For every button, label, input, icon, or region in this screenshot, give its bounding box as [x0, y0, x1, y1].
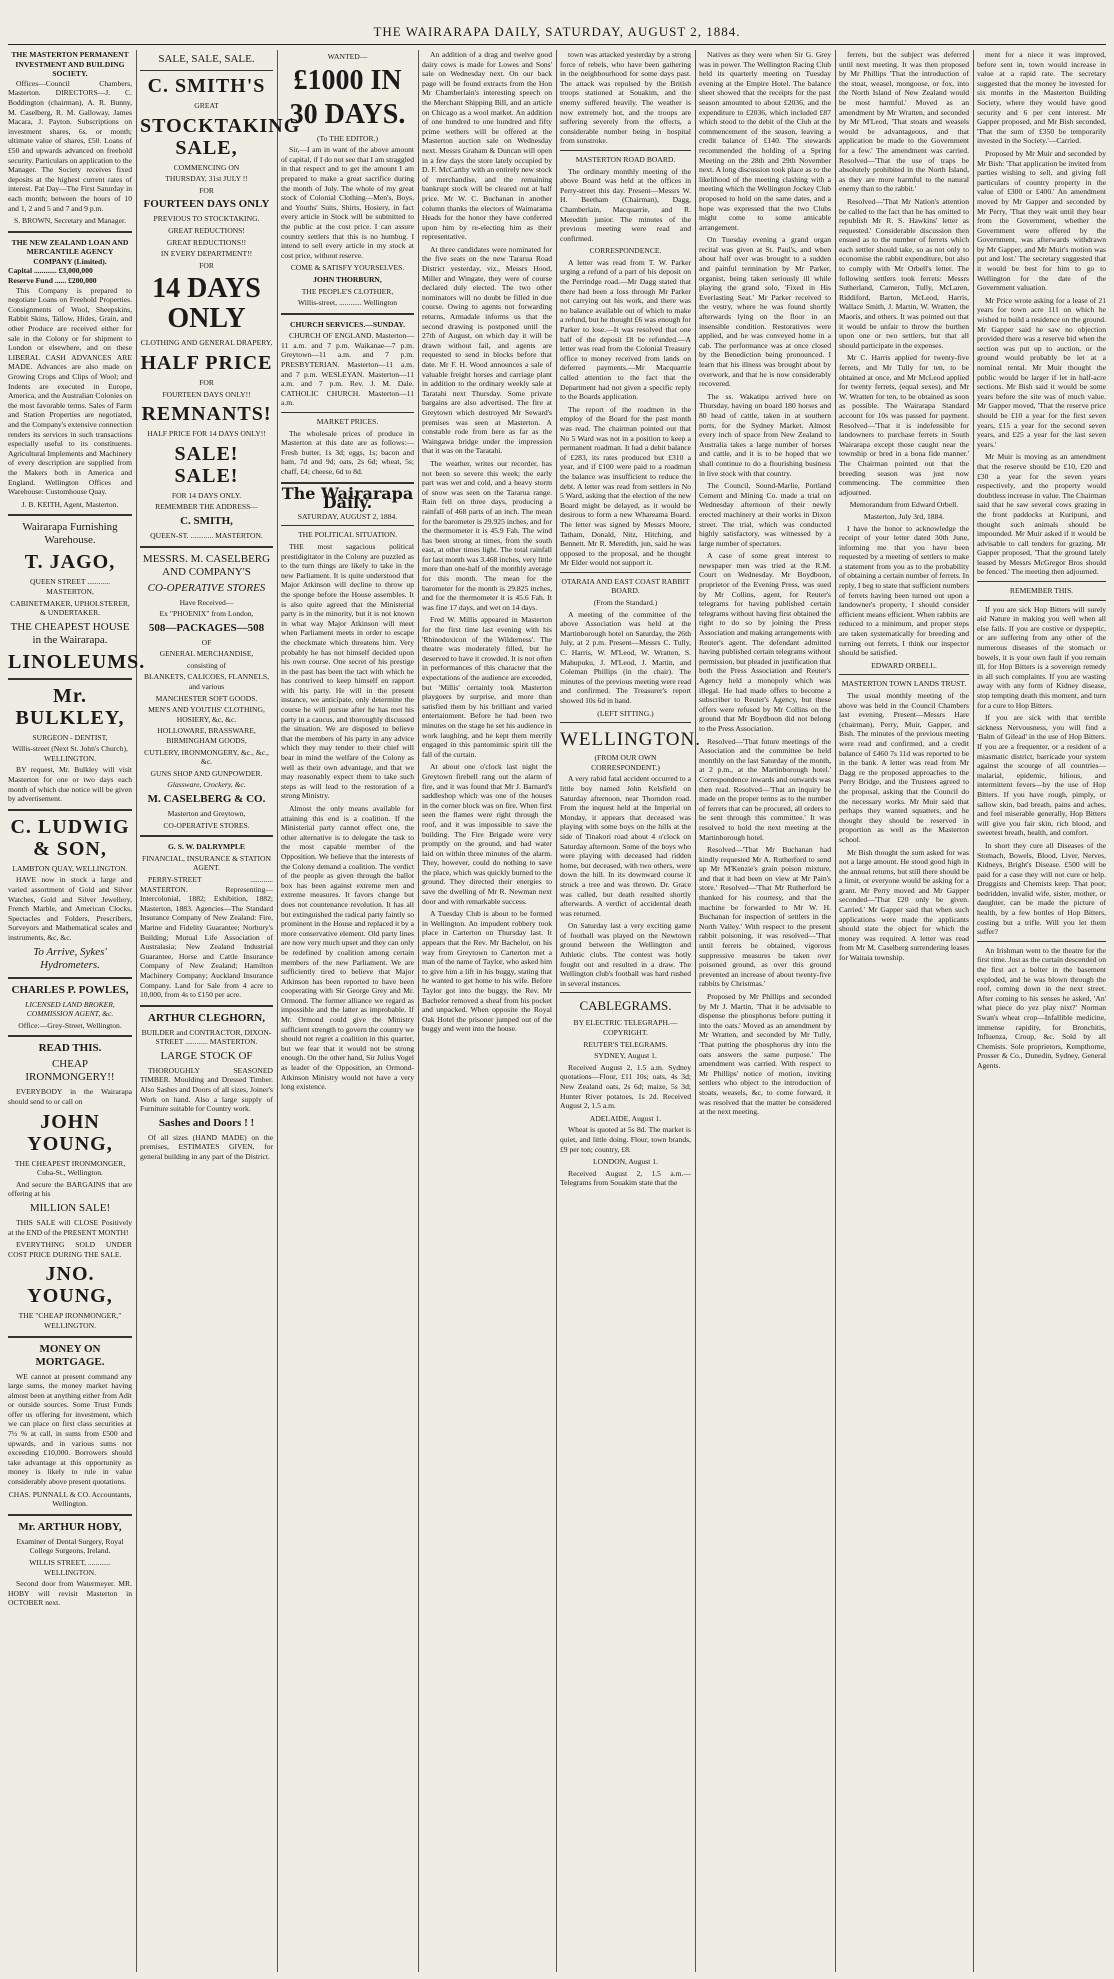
ad-name: JNO. YOUNG, [27, 1263, 113, 1308]
caselberg-line: CUTLERY, IRONMONGERY, &c., &c., &c. [144, 747, 269, 767]
ad-body: BY request, Mr. Bulkley will visit Masterton for one or two days each month of which due notice will be given by advertisement. [8, 765, 132, 804]
signature: EDWARD ORBELL. [871, 660, 937, 670]
sale-line: IN EVERY DEPARTMENT!! [160, 249, 253, 259]
section-source: REUTER'S TELEGRAMS. [583, 1039, 668, 1049]
divider [977, 581, 1106, 582]
column-rule [973, 50, 974, 1972]
ad-body: And secure the BARGAINS that are offering at his [8, 1179, 132, 1199]
ad-signature: CHAS. PUNNALL & CO. Accountants, Wellington. [8, 1489, 132, 1509]
letter-signature: JOHN THORBURN, [313, 274, 382, 284]
divider [8, 1336, 132, 1338]
caselberg-name: M. CASELBERG & CO. [147, 793, 266, 805]
divider [8, 809, 132, 811]
ad-line: THE CHEAPEST HOUSE in the Wairarapa. [10, 620, 130, 646]
market-body: The wholesale prices of produce in Masterton at this date are as follows:—Fresh butter, 1s 3d; eggs, 1s; bacon and ham, 7d and 9d; oats, 2s 6d; wheat, 5s; chaff, £4; cheese, 6d to 8d. [281, 428, 414, 476]
section-subheading: CORRESPONDENCE. [589, 246, 662, 256]
article-heading: THE POLITICAL SITUATION. [297, 530, 398, 540]
divider [8, 231, 132, 233]
ad-address: LAMBTON QUAY, WELLINGTON. [12, 863, 128, 873]
divider [281, 525, 414, 526]
column-rule [835, 50, 836, 1972]
section-heading: MASTERTON ROAD BOARD. [575, 154, 676, 164]
news-item: Resolved—'That future meetings of the Association and the committee be held monthly on the last Saturday of the month, at 2 p.m., at the Martinborough hotel.' Correspondence inwards and outwards was then read. Resolved—'That an inquiry be made on the proper terms as to the number of ferrets that can be procured, all orders to be sent through this committee.' It was resolved to hold the next meeting at the Martinborough hotel. [699, 736, 831, 842]
wanted-days: 30 DAYS. [289, 98, 406, 130]
masthead-title: THE WAIRARAPA DAILY, SATURDAY, AUGUST 2, 1884. [373, 24, 741, 39]
ad-name: C. LUDWIG & SON, [10, 815, 130, 860]
sale-name: C. SMITH'S [147, 75, 266, 97]
sale-stocktaking: STOCKTAKING SALE, [140, 114, 301, 159]
ad-body: EVERYTHING SOLD UNDER COST PRICE DURING THE SALE. [8, 1240, 132, 1259]
caselberg-stores: CO-OPERATIVE STORES. [163, 820, 250, 830]
cleghorn-body: Of all sizes (HAND MADE) on the premises, ESTIMATES GIVEN, for general building in any part of the District. [140, 1132, 273, 1162]
cleghorn-name: ARTHUR CLEGHORN, [148, 1011, 265, 1024]
news-item: A meeting of the committee of the above Association was held at the Martinborough hotel on Saturday, the 26th July, at 2 p.m. Present—Messrs C. Tully, C. Harris, W. M'Leod, W. Wratten, S. Mahupuku, J. M'Leod, J. Martin, and Coleman Phillips (in the chair). The minutes of the previous meeting were read and confirmed. The Treasurer's report showed 10s 6d in hand. [560, 609, 691, 705]
ad-address: Willis-street (Next St. John's Church), WELLINGTON. [12, 744, 128, 763]
masthead-rule [8, 44, 1106, 45]
news-item: Resolved—'That Mr Buchanan had kindly requested Mr A. Rutherford to send up Mr M'Kenzie's grain poison mixture, and that it had been on view at Mr Pain's store.' Resolved—'That Mr Rutherford be thanked for his courtesy, and that the machine be forwarded to Mr W. H. Buchanan for inspection of settlers in the North Valley.' With respect to the present rabbit poisoning, it was resolved—'That until ferrets be obtained, vigorous suppressive measures be taken over poisoned ground, as over this ground prevented an increase of about twenty-five rabbits by Christmas.' [699, 845, 831, 989]
cleghorn-large: LARGE STOCK OF [160, 1049, 253, 1062]
news-item: Proposed by Mr Phillips and seconded by Mr J. Martin, 'That it be advisable to dispense the phosphorus before putting it into the oats.' Moved as an amendment by Mr Wratten, and seconded by Mr Tully, 'That putting the phosphorus dry into the oats answers the same purpose.' The amendment was carried. With respect to Mr Phillips' notice of motion, inviting settlers who object to the introduction of stoats, weasels, &c, to come forward, it was resolved that the matter be considered at the next meeting. [699, 992, 831, 1117]
divider [8, 514, 132, 516]
news-item: If you are sick Hop Bitters will surely aid Nature in making you well when all else fails. If you are costive or dyspeptic, or are suffering from any other of the numerous diseases of the stomach or bowels, it is your own fault if you remain ill, for Hop Bitters is a sovereign remedy in all such complaints. If you are wasting away with any form of Kidney disease, stop tempting death this moment, and turn for a cure to Hop Bitters. [977, 604, 1106, 710]
cleghorn-trade: BUILDER and CONTRACTOR, DIXON-STREET ............ MASTERTON. [141, 1027, 272, 1047]
letter-line: COME & SATISFY YOURSELVES. [290, 263, 405, 273]
news-item: Received August 2, 1.5 a.m. Sydney quotations—Flour, £11 10s; oats, 4s 3d; New Zealand oats, 2s 6d; maize, 5s 3d; Hunter River potatoes, 1s 2d. Received August 2, 1.5 a.m. [560, 1062, 691, 1111]
divider [560, 150, 691, 151]
column-6 [699, 50, 831, 1972]
paper-date: SATURDAY, AUGUST 2, 1884. [297, 511, 398, 521]
ad-body: HAVE now in stock a large and varied assortment of Gold and Silver Watches, Gold and Silver Jewellery, French Marble, and American Clocks, Spectacles and Folders, Prescribers, Surveyors and Mathematical scales and instruments, &c, &c. [8, 875, 132, 942]
sale-line: CLOTHING AND GENERAL DRAPERY, [140, 338, 273, 348]
divider [8, 678, 132, 680]
caselberg-coop: CO-OPERATIVE STORES [147, 581, 266, 594]
ad-subheading: CHEAP IRONMONGERY!! [25, 1058, 115, 1084]
news-item: The weather, writes our recorder, has not been so severe this week; the early part was wet and cold, and a heavy storm of snow was seen on the Tararua range. Rain fell on three days, producing a rainfall of 468 parts of an inch. The mean for the barometer is 29.925 inches, and for the thermometer it is 45.9 Fah. The wind has been strong at times, from the south east, at other times light. The total rainfall for last month was 3.468 inches, very little more than one-half of the monthly average for this month. The mean for the barometer for the month is 29.825 inches, and for the thermometer it is 45.6 Fah. It was fine 17 days, and wet on 14 days. [422, 458, 552, 612]
divider [560, 722, 691, 723]
wanted-amount: £1000 IN [293, 64, 402, 96]
column-2 [140, 50, 301, 1972]
divider [281, 313, 414, 315]
column-5 [560, 50, 701, 1972]
paper-title: The Wairarapa Daily. [281, 483, 414, 513]
ad-heading: MONEY ON MORTGAGE. [35, 1342, 105, 1368]
wanted-label: WANTED— [327, 52, 368, 61]
caselberg-line: HOLLOWARE, BRASSWARE, BIRMINGHAM GOODS, [157, 726, 256, 746]
news-item: ment for a niece it was improved, before sent in, town would increase in value at a rapid rate. The secretary suggested that the money be invested for six months in the Masterton Building Society, where they would have good security and 6 per cent interest. Mr Gapper proposed, and Mr Bish seconded, 'That the sum of £350 be temporarily invested in the Society.'—Carried. [977, 50, 1106, 146]
ad-address: QUEEN STREET ............ MASTERTON, [29, 577, 110, 596]
news-item: A letter was read from T. W. Parker urging a refund of a part of his deposit on the Perrindge road.—Mr Dagg stated that there had been a loss through Mr Parker not carrying out his work, and there was no balance available out of which to make a refund, but he thought £6 was enough for Parker to lose.—It was resolved that one half of the deposit £8 be refunded.—A letter was read from the Colonial Treasury office to money received from lands on deferred payments.—Mr Macquarrie called attention to the fact that the Department had not given a specific reply to the Boards application. [560, 257, 691, 402]
cleghorn-sashes: Sashes and Doors ! ! [158, 1116, 255, 1129]
ad-name: T. JAGO, [24, 551, 116, 574]
news-item: An Irishman went to the theatre for the first time. Just as the curtain descended on the first act a bolter in the basement exploded, and he was blown through the roof, coming down in the next street. After coming to his senses he asked, 'An' what piece do yez play nixt?' Norman Swan's wheat crop—Infallible medicine, immense rapidity, for Bronchitis, Influenza, Croup, &c. Sold by all Chemists. Sole proprietors, Kempthorne, Prosser & Co., Dunedin, Sydney, General Agents. [977, 945, 1106, 1070]
dateline: LONDON, August 1. [593, 1157, 658, 1167]
ad-trade: Examiner of Dental Surgery, Royal College Surgeons, Ireland. [16, 1536, 124, 1556]
caselberg-line: GUNS SHOP AND GUNPOWDER. [150, 768, 263, 778]
sale-line: PREVIOUS TO STOCKTAKING. [153, 214, 260, 224]
section-source: (FROM OUR OWN CORRESPONDENT.) [591, 753, 660, 772]
news-item: If you are sick with that terrible sickness Nervousness, you will find a 'Balm of Gilead' in the use of Hop Bitters. If you are a frequenter, or a resident of a miasmatic district, barricade your system against the scourge of all countries—malarial, epidemic, bilious, and intermittent fevers—by the use of Hop Bitters. If you have rough, pimply, or sallow skin, bad breath, pains and aches, and feel miserable generally, Hop Bitters will give you fair skin, rich blood, and sweetest breath, health, and comfort. [977, 713, 1106, 838]
dateline: Masterton, July 3rd, 1884. [863, 511, 945, 521]
news-item: On Tuesday evening a grand organ recital was given at St. Paul's, and when about half over was brought to a sudden and painful termination by Mr Parker, organist, being taken seriously ill while playing the grand solo, 'Fixed in His Everlasting Seat.' Mr Parker received to the vestry, where he was found shortly afterwards lying on the floor in an insensible condition. Restoratives were applied, and he was conveyed home in a cab. The performance was at once closed by the Benediction being pronounced. I learn that his illness was brought about by overwork, and that he is now considerably recovered. [699, 235, 831, 389]
ad-heading: READ THIS. [38, 1042, 102, 1055]
ad-address: WILLIS STREET, ............ WELLINGTON. [29, 1558, 111, 1577]
caselberg-line: Ex "PHOENIX" from London, [159, 609, 254, 619]
ad-name: Mr. ARTHUR HOBY, [18, 1520, 122, 1533]
ad-trade: CABINETMAKER, UPHOLSTERER, & UNDERTAKER. [10, 598, 130, 618]
section-heading: MASTERTON TOWN LANDS TRUST. [841, 679, 967, 689]
ad-body: EVERYBODY in the Wairarapa should send to or call on [8, 1087, 132, 1106]
ad-linoleums: LINOLEUMS. [8, 650, 146, 673]
cleghorn-body: THOROUGHLY SEASONED TIMBER. Moulding and Dressed Timber. Also Sashes and Doors of all sizes, Joiner's Work on hand. Also a large supply of Furniture suitable for Country work. [140, 1065, 273, 1114]
letter-shop: THE PEOPLE'S CLOTHIER, [301, 286, 394, 296]
news-item: Mr Bish thought the sum asked for was not a large amount. He stood good high in the annual returns, but still there should be a limit, or everyone would be asking for a grant. Mr Perry moved and Mr Gapper seconded—'That £20 only be given. Carried.' Mr Gapper said that when such applications were made the applicants should state the object for which the money was required. A letter was read from Mr M. Caselberg surrendering leases for Waitaia township. [839, 847, 969, 963]
news-item: I have the honor to acknowledge the receipt of your letter dated 30th June, informing me that you have been requested by a meeting of settlers to make a statement from you as to the probability of obtaining a certain number of ferrets. In reply, I beg to state that sufficient numbers of ferrets having been turned out upon a landowner's property, I should consider efficient means efficient. When rabbits are reduced to a minimum, and proper steps are taken systematically for breeding and turning out ferrets, I think our inspector should be satisfied. [839, 523, 969, 658]
news-item: Mr Price wrote asking for a lease of 21 years for town acre 111 on which he wished to build a residence on the ground. Mr Gapper said he saw no objection provided there was a reserve bid when the section was put up to auction, or the ground would probably be let at a nominal rental. Mr Muir thought the public would be larger if let in half-acre sections. Mr Bish said it would be some years before the site was of much value. Mr Gapper moved, 'That the reserve price should be £10 a year for the first seven years, £15 a year for the second seven years, and £25 a year for the last seven years.' [977, 295, 1106, 449]
divider [560, 572, 691, 573]
news-item: An addition of a drag and twelve good dairy cows is made for Lowes and Sons' sale on Wednesday next. On our back page will be found extracts from the Hon Mr Chamberlain's interesting speech on the Merchant Shipping Bill, and an article on Chicago as a wool market. An addition of one hundred to one hundred and fifty prime wethers will be offered at the Masterton auction sale on Wednesday next. Messrs Graham & Duncan will open in a few days the store lately occupied by D. F. McCarthy with an entirely new stock of merchandise, and the remaining bankrupt stock will be cleared out at half price. Mr W. C. Buchanan in another column thanks the electors of Waimarama Heads for the honor they have conferred upon him by re-electing him as their representative. [422, 50, 552, 242]
news-item: A very rabid fatal accident occurred to a little boy named John Kelsfield on Saturday afternoon, near Thorndon road. From the inquest held at the Imperial on Monday, it appears that deceased was playing with some boys on the hills at the side of Tinakori road about 4 o'clock on Saturday afternoon. Some of the boys who were playing with deceased had ridden home, but deceased, with two others, were down the hill. In its downward course it struck a tree and was thrown. Dr. Grace was called, but death resulted shortly afterwards. A verdict of accidental death was returned. [560, 774, 691, 918]
column-rule [556, 50, 557, 1972]
caselberg-line: Have Received— [179, 597, 234, 607]
ad-body: Offices—Council Chambers, Masterton. DIRECTORS—J. C. Boddington (chairman), A. R. Bunny, M. Caselberg, R. M. Galloway, James Macara, J. Payton. Subscriptions on investment shares, 6s. or month; ultimate value of shares, £50. Loans of £50 and upwards advanced on freehold security. Particulars on application to the Manager. The Society receives fixed deposits at the highest current rates of interest. Pat Day—The First Saturday in each month; between the hours of 10 and 1, 2 and 5 and 7 and 9 p.m. [8, 78, 132, 213]
news-item: Natives as they were when Sir G. Grey was in power. The Wellington Racing Club held its quarterly meeting on Tuesday evening at the Empire Hotel. The balance sheet showed that the receipts for the past season amounted to about £2036, and the expenditure to £2036, which included £87 which stood to the debit of the Club at the commencement of the season, leaving a credit balance of £140. The stewards recommended the holding of a Spring Meeting on the 28th and 29th November next. A long discussion took place as to the likelihood of the meeting clashing with a meeting which the Wellington Jockey Club proposed to hold on the same dates, and a hope was expressed that the two Clubs might come to some amicable arrangement. [699, 50, 831, 232]
ad-line: THE CHEAPEST IRONMONGER, Cuba-St., Wellington. [14, 1158, 126, 1178]
news-item: Proposed by Mr Muir and seconded by Mr Bish: 'That application be invited from parties wishing to sell, and giving full particulars of country property in the value of £300 or £400.' An amendment moved by Mr Gapper and seconded by Mr Perry, 'That they wait until they hear from the Government, whether the Government were offered by the Government, was afterwards withdrawn by Mr Gapper, and Mr Muir's motion was put and lost.' The secretary suggested that it would be best for him to go to Wellington for the date of the Government valuation. [977, 148, 1106, 293]
column-rule [136, 50, 137, 1972]
caselberg-line: MANCHESTER SOFT GOODS. [155, 693, 258, 703]
column-rule [277, 50, 278, 1972]
divider [140, 1005, 273, 1007]
news-item: Mr C. Harris applied for twenty-five ferrets, and Mr Tully for ten, to be obtained at once, and Mr McLeod applied for twenty ferrets, (equal sexes), and Mr W. Wratten for ten, to be obtained as soon as possible. The Wairarapa Standard account for 10s was passed for payment. Resolved—'That it is indefensible for landowners to purchase ferrets in South Wairarapa except those caught near the township or bred in a bona fide manner.' The Chairman pointed out that the breeding season was just now commencing. The committee then adjourned. [839, 353, 969, 497]
ad-heading: THE NEW ZEALAND LOAN AND MERCANTILE AGENCY COMPANY (Limited). [11, 237, 129, 266]
sale-line: GREAT REDUCTIONS!! [166, 237, 247, 247]
dalrymple-trade: FINANCIAL, INSURANCE & STATION AGENT. [142, 853, 271, 873]
divider [140, 835, 273, 837]
section-heading-wellington: WELLINGTON. [560, 729, 701, 751]
ad-body: WE cannot at present command any large sums, the money market having almost been at anything either from Adit or outside sources. Some Trust Funds offer us offering for investment, which we can place on first class securities at 7½ % at call, in sums from £500 and upwards, and in various sums not exceeding £10,000. Borrowers should take advantage at this opportunity as money is likely to rule in value considerably above present quotations. [8, 1371, 132, 1487]
section-heading: OTARAIA AND EAST COAST RABBIT BOARD. [561, 576, 690, 596]
column-1 [8, 50, 146, 1972]
column-rule [418, 50, 419, 1972]
sale-line: FOR [199, 185, 214, 195]
ad-name: Mr. BULKLEY, [15, 684, 125, 729]
news-item: On Saturday last a very exciting game of football was played on the Newtown ground between the Wellington and Athletic clubs. The contest was hotly fought out and resulted in a draw. The Wellington club's football was hard rushed in several instances. [560, 921, 691, 988]
news-item: Resolved—'That Mr Nation's attention be called to the fact that he has omitted to republish Mr R. S. Hawkins' letter as requested.' Considerable discussion then ensued as to the number of ferrets which each settler should take, so as not only to economise the rabbit expenditure, but also to comply with Mr Orbell's letter. The following settlers took ferrets: Messrs Sutherland, Cameron, Tully, McLaren, Riddiford, Barton, McLeod, Harris, Wallace Smith, J. Martin, W. Wratten, the Maoris, and others. It was pointed out that it would be unfair to throw the burthen upon one or two settlers, but that all should participate in the expenses. [839, 196, 969, 350]
news-item: The ss. Wakatipu arrived here on Thursday, having on board 180 horses and 80 head of cattle, taken in at southern ports, for the Sydney Market. Almost every inch of space from New Zealand to Australia takes a large number of horses and cattle, and it is to be hoped that we shall continue to do a flourishing business in live stock with that country. [699, 391, 831, 478]
sale-sale: SALE! SALE! [174, 442, 239, 487]
sale-line: GREAT REDUCTIONS! [168, 225, 245, 235]
ad-reserve: Reserve Fund ...... £200,000 [8, 276, 97, 286]
caselberg-address: Masterton and Greytown, [167, 809, 246, 818]
sale-name: C. SMITH, [180, 514, 233, 527]
news-item: Received August 2, 1.5 a.m.—Telegrams from Souakim state that the [560, 1168, 691, 1188]
market-heading: MARKET PRICES. [316, 417, 379, 427]
divider [281, 412, 414, 413]
ad-capital: Capital ............ £3,000,000 [8, 266, 93, 276]
news-item: Wheat is quoted at 5s 8d. The market is quiet, and little doing. Flour, town brands, £9 per ton; country, £8. [560, 1125, 691, 1154]
section-heading-cablegrams: CABLEGRAMS. [579, 998, 672, 1014]
caselberg-line: MEN'S AND YOUTHS' CLOTHING, HOSIERY, &c, &c. [148, 705, 265, 724]
ad-line: THE "CHEAP IRONMONGER," WELLINGTON. [18, 1311, 122, 1330]
ad-trade: LICENSED LAND BROKER, COMMISSION AGENT, &c. [25, 999, 115, 1019]
news-item: A case of some great interest to newspaper men was tried at the R.M. Court on Wednesday. Mr Boydboon, proprietor of the Evening Press, was sued by Mr Collins, agent, for Reuter's telegrams for having published certain telegrams without having first obtained the right to do so by joining the Press Association and making arrangements with Reuter's agent. The defendant admitted having published certain telegrams without permission, but pleaded in justification that both the Press Association and Reuter's Agency held a monopoly which was illegal. He had made offers to become a subscriber to Reuter's Agency, but these offers were refused by Mr Collins on the ground that Mr Boydboon did not belong to the Press Association. [699, 551, 831, 733]
sale-heading: SALE, SALE, SALE. [158, 53, 255, 65]
sale-line: GREAT [194, 101, 219, 110]
divider [977, 941, 1106, 942]
divider [977, 600, 1106, 601]
news-item: ferrets, but the subject was deferred until next meeting. It was then proposed by Mr Phillips 'That the introduction of the stoat, weasel, mongoose, or fox, into the North Island of New Zealand would be most harmful.' Moved as an amendment by Mr Wratten, and seconded by Mr M'Leod, 'That stoats and weasels would be advantageous, and that application be made to the Government for a few.' The amendment was carried. Resolved—'That the use of traps be absolutely prohibited in the North Island, as they are more harmful to the natural enemy than to the rabbit.' [839, 50, 969, 194]
divider [140, 70, 273, 71]
ad-signature: S. BROWN, Secretary and Manager. [14, 216, 126, 226]
divider [560, 992, 691, 993]
sale-line: FOR 14 DAYS ONLY. [171, 490, 242, 500]
ad-line: To Arrive, Sykes' Hydrometers. [33, 945, 107, 971]
news-item: Mr Muir is moving as an amendment that the reserve should be £10, £20 and £30 a year for the seven years respectively, and the property would doubtless increase in value. The Chairman said that he saw several cows grazing in the front paddocks at Kuripuni, and thought such animals should be impounded. Mr Muir asked if it would be advisable to call tenders for grazing. Mr Gapper proposed, 'That the ground lately leased by Messrs McGregor Bros should be fenced.' The meeting then adjourned. [977, 452, 1106, 577]
dateline: SYDNEY, August 1. [594, 1051, 657, 1061]
dalrymple-body: PERRY-STREET ............ MASTERTON. Representing—Intercolonial, 1882; Exhibition, 1882; Masterton, 1883. Agencies—The Standard Insurance Company of New Zealand: Fire, Marine and Fidelity Guarantee; Norbury's Building; Mutual Life Association of Australasia; New Zealand Industrial Guarantee, Horse and Cattle Insurance Company of New Zealand; Hamilton Machinery Company; Auckland Insurance Company. Land for Sale from 4 acre to 10,000, from 4s to £150 per acre. [140, 874, 273, 1000]
column-7 [839, 50, 969, 1972]
news-item: The Council, Sound-Marlie, Portland Cement and Mining Co. made a trial on Wednesday afternoon of their newly erected machinery at their works in Dixon street. The trial, which was conducted highly satisfactory, was witnessed by a large number of spectators. [699, 481, 831, 548]
divider [140, 546, 273, 548]
caselberg-packages: 508—PACKAGES—508 [148, 621, 265, 634]
dalrymple-name: G. S. W. DALRYMPLE [168, 842, 245, 852]
sale-14-days: 14 DAYS ONLY [152, 273, 261, 335]
sale-line: COMMENCING ON [173, 162, 240, 172]
news-item: A Tuesday Club is about to be formed in Wellington. An impudent robbery took place in Carterton on Thursday last. It appears that the Rev. Mr Bachelor, on his way from Greytown to Carterton met a man of the name of Taylor, who asked him to give him a lift in his buggy, stating that he wanted to get home to his wife. Before Taylor got into the buggy, the Rev. Mr Bachelor removed a sheaf from his pocket and unpacked. When opposite the Royal Oak Hotel the prisoner jumped out of the buggy and went into the house. [422, 909, 552, 1034]
ad-body: THIS SALE will CLOSE Positively at the END of the PRESENT MONTH! [8, 1217, 132, 1237]
caselberg-line: consisting of [186, 660, 227, 670]
section-heading: REMEMBER THIS. [1009, 586, 1074, 596]
news-item: The report of the roadmen in the employ of the Board for the past month was read. The chairman pointed out that No 5 Ward was not in a position to keep a permanent roadman. It had a debit balance of £283, its rates produced but £310 a year, and if £100 were paid to a roadman the balance was insufficient to reduce the debt. A letter was read from settlers in No 5 Ward, asking that the election of the new Board might be delayed, as it would be desirous to form a new Whareama Board. The letter was signed by Messrs Moore, Tatham, Donald, Nitz, Hitching, and Bennett. Mr R. Meredith, jun, said he was opposed to the proposal, and he thought Mr Elder would not support it. [560, 404, 691, 568]
letter-body: Sir,—I am in want of the above amount of capital, if I do not see that I am straggled in that respect and to get the amount I am prepared to make a great sacrifice during the month of July. The whole of my great stock of Colonial Clothing—Men's, Boys, and Youths' Suits, Shirts, Hosiery, in fact every article in Stock will be submitted to the public at the cost price. I can assure country settlers that this is no humbug. I intend to sell every article in my stock at cost price, without reserve. [281, 145, 414, 260]
section-note: (LEFT SITTING.) [597, 708, 654, 718]
sale-line: FOR [199, 377, 214, 387]
column-3 [281, 50, 414, 1972]
sale-half-price: HALF PRICE [140, 351, 273, 374]
caselberg-line: BLANKETS, CALICOES, FLANNELS, and various [143, 672, 270, 692]
ad-body: This Company is prepared to negotiate Loans on Freehold Properties. Consignments of Wool, Sheepskins, Rabbit Skins, Tallow, Hides, Grain, and other Produce are received either for sale in the Colony or for shipment to London or elsewhere, and on these LIBERAL CASH ADVANCES ARE MADE. Advances are also made on Growing Crops and Clips of Wool; and Indents are executed in Europe, America, and the Australian Colonies on the most favorable terms. Sales of Farm and Station Properties are negotiated, and the Company's extensive connection renders its services in such transactions especially useful to its constituents. Agricultural Implements and Machinery of every description are supplied from the Makers both in America and England. Wellington Offices and Warehouse: Customhouse Quay. [8, 285, 132, 497]
sale-remnants: REMNANTS! [141, 403, 272, 426]
ad-address: Office:—Grey-Street, Wellington. [18, 1020, 122, 1030]
section-source: BY ELECTRIC TELEGRAPH.—COPYRIGHT. [573, 1018, 678, 1038]
caselberg-line: GENERAL MERCHANDISE, [159, 649, 254, 659]
sale-line: HALF PRICE FOR 14 DAYS ONLY!! [147, 429, 266, 439]
news-item: In short they cure all Diseases of the Stomach, Bowels, Blood, Liver, Nerves, Kidneys, Bright's Disease. £500 will be paid for a case they will not cure or help. Druggists and Chemists keep. That poor, bedridden, invalid wife, sister, mother, or daughter, can be made the picture of health, by a few bottles of Hop Bitters, costing but a trifle. Will you let them suffer? [977, 840, 1106, 937]
ad-signature: J. B. KEITH, Agent, Masterton. [21, 499, 119, 509]
news-item: The ordinary monthly meeting of the above Board was held at the offices in Perry-street this day. Present—Messrs W. H. Beetham (Chairman), Dagg, Chamberlain, Macquarrie, and R. Meredith junior. The minutes of the previous meeting were read and confirmed. [560, 166, 691, 243]
ad-name: JOHN YOUNG, [27, 1110, 113, 1155]
article-body: THE most sagacious political prestidigitator in the Colony are puzzled as to the turn things are likely to take in the new Parliament. It is quite understood that Major Atkinson will decline to throw up the sponge before the House assembles. It is also quite agreed that the Ministerial party is in the minority, but it is not known in what way Major Atkinson will meet when Parliament meets in order to escape the checkmate which threatens him. Very probably he has not himself decided upon his own course. One secret of his prestige in the past has been the tact with which he has contrived to keep himself en rapport with his party. He will in the present instance, we anticipate, only determine the course he will pursue after he has met his party in a caucus, and thoroughly discussed the situation. We are disposed to believe that the members of his party in any advice which they may tender to their chief will bear in mind the welfare of the Colony as well as their own advantage, and that we may reasonably expect them to take such steps as will lead to the restoration of a strong Ministry. [281, 541, 414, 801]
sale-line: FOURTEEN DAYS ONLY!! [162, 389, 251, 399]
sale-fourteen: FOURTEEN DAYS ONLY [143, 198, 270, 211]
news-item: Fred W. Millis appeared in Masterton for the first time last evening with his 'Rhinodoxicon of the Wilderness'. The theatre was moderately filled, but he deserved to have it crowded. It is not often in performances of this character that the expectations of the audience are exceeded, but 'Millis' certainly took Masterton playgoers by surprise, and more than satisfied them by his brilliant and varied entertainment. Before he had been two minutes on the stage he set his audience in work laughing, and he kept them merrily engaged in this pantomimic spirit till the fall of the curtain. [422, 615, 552, 759]
news-item: The usual monthly meeting of the above was held in the Council Chambers last evening. Present—Messrs Hare (chairman), Perry, Muir, Gapper, and Bish. The minutes of the previous meeting were read and confirmed, and a credit balance of £460 7s 11d was reported to be in the bank. A letter was read from Mr Dagg re the proposed approaches to the Perry Bridge, and the Trustees agreed to the proposal, asking that the Council do the necessary works. Mr Muir said that perhaps they wanted squatters, and he thought they should be reserved in proportion as well as the Masterton school. [839, 691, 969, 844]
divider [8, 1514, 132, 1516]
sale-date: THURSDAY, 31st JULY !! [165, 174, 248, 184]
section-source: (From the Standard.) [593, 598, 658, 608]
ad-trade: SURGEON - DENTIST, [32, 732, 108, 742]
column-rule [695, 50, 696, 1972]
divider [8, 1035, 132, 1037]
sale-line: REMEMBER THE ADDRESS— [155, 502, 258, 512]
divider [839, 674, 969, 675]
column-4 [422, 50, 552, 1972]
sale-line: FOR [199, 260, 214, 270]
caselberg-line: OF [201, 637, 212, 647]
news-item: At about one o'clock last night the Greytown firebell rang out the alarm of fire, and it was found that Mr J. Barnard's saddleshop which was one of the houses in the corner block was on fire. When first seen the flames were right through the roof, and it was impossible to save the building. The Fire Brigade were very promptly on the ground, and had water laid on within three minutes of the alarm. They, however, could do nothing to save the place, which was quickly burned to the ground. They directed their energies to save the dwelling of Mr R. Newman next door and with remarkable success. [422, 762, 552, 906]
ad-heading: THE MASTERTON PERMANENT INVESTMENT AND BUILDING SOCIETY. [11, 50, 129, 79]
ad-name: CHARLES P. POWLES, [11, 983, 129, 996]
column-8 [977, 50, 1106, 1972]
sale-address: QUEEN-ST. ............ MASTERTON. [150, 530, 263, 540]
ad-sale: MILLION SALE! [29, 1201, 111, 1214]
ad-heading: Wairarapa Furnishing Warehouse. [22, 521, 118, 547]
article-body: Almost the only means available for attaining this end is a coalition. If the Ministerial party cannot effect one, the other alternative is to delegate the task to the most capable member of the Opposition. We believe that the interests of the Colony demand a coalition. The verdict of the people as given through the ballot box has been against extreme men and extreme measures. It favors change but does not countenance revolution. It has all but extinguished the radical party faintly so prominent in the House and replaced it by a more conservative element. Old party lines are now very much upset and they can only be redefined by coalition among certain members of the new Parliament. We are sufficiently tired to believe that Major Atkinson has been reported to have been cooperating with Sir George Grey and Mr. Ormond. The former alliance we regard as impossible and the latter as improbable. If Mr. Ormond could give the Ministry sufficient strength to govern the country we should not regret a coalition in this quarter, but we fear that it would not be strong enough. On the other hand, Sir Julius Vogel as leader of the Opposition, an Ormond-Atkinson Ministry would not have a very long existence. [281, 804, 414, 1092]
letter-address: Willis-street, ............ Wellington [297, 298, 398, 308]
church-body: CHURCH OF ENGLAND. Masterton—11 a.m. and 7 p.m. Waikanae—7 p.m. Greytown—11 a.m. and 7 p.m. PRESBYTERIAN. Masterton—11 a.m. and 7 p.m. WESLEYAN. Masterton—11 a.m. and 7 p.m. Rev. J. M. Dale. CATHOLIC CHURCH. Masterton—11 a.m. [281, 331, 414, 408]
divider [8, 977, 132, 979]
to-editor: (To THE EDITOR.) [317, 133, 378, 143]
dateline: ADELAIDE, August 1. [589, 1113, 662, 1123]
caselberg-line: Glassware, Crockery, &c. [167, 780, 246, 790]
section-heading: Memorandum from Edward Orbell. [849, 500, 959, 510]
news-item: town was attacked yesterday by a strong force of rebels, who have been gathering in the neighbourhood for some days past. The attack was repulsed by the British troops stationed at Souakim, and the enemy suffered heavily. The weather is now extremely hot, and the troops are suffering severely from the effects, a considerable number being in hospital from sunstroke. [560, 50, 691, 146]
church-heading: CHURCH SERVICES.—SUNDAY. [289, 319, 405, 329]
caselberg-heading: MESSRS. M. CASELBERG AND COMPANY'S [142, 552, 271, 578]
news-item: At three candidates were nominated for the five seats on the new Tararua Road District yesterday, viz., Messrs Hood, Miller and Wingate, they were of course declared duly elected. The two other nominators will no doubt be filled in due course. Owing to agents not forwarding returns, Armadale informs us that the second drawing is postponed until the 27th of August, on which day it will be drawn without fail, and agents are requested to send in blocks before that date. Mr F. H. Wood announces a sale of valuable freight horses and carriage plant in addition to the ordinary weekly sale at Taratahi next Thursday. Some private bargains are also advertised. The fire at Greytown which destroyed Mr Seward's premises was seen at Masterton. A constable rode from here as far as the Waingawa bridge under the impression that it was on the Taratahi. [422, 244, 552, 456]
ad-body: Second door from Watermeyer. MR. HOBY will revisit Masterton in OCTOBER next. [8, 1579, 132, 1608]
